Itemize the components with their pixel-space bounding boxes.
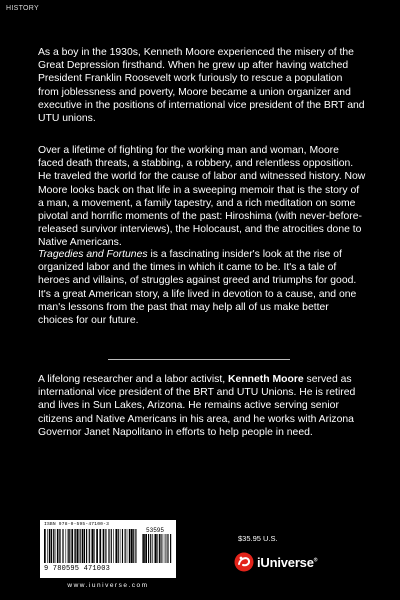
publisher-website: www.iuniverse.com	[67, 582, 149, 589]
barcode-bar	[160, 534, 161, 563]
barcode-bar	[91, 529, 92, 563]
barcode-bar	[157, 534, 158, 563]
paragraph-text: As a boy in the 1930s, Kenneth Moore experienced the misery of the Great Depression firsthand. When he grew up after having watched President Franklin Roosevelt work furiously to rescue a population from joblessness and poverty, Moore became a union organizer and executive in the positions of international vice president of the BRT and UTU unions.	[38, 47, 365, 125]
barcode-bar	[71, 529, 73, 563]
barcode-bar	[96, 529, 98, 563]
barcode-addon-text: 53595	[146, 527, 165, 534]
barcode-bar	[86, 529, 87, 563]
barcode-bar	[57, 529, 58, 563]
barcode-bar	[167, 534, 168, 563]
barcode-addon-bars	[142, 534, 172, 563]
barcode-bar	[150, 534, 151, 563]
barcode	[40, 520, 176, 578]
description-paragraph-3	[38, 248, 366, 327]
barcode-bar	[92, 529, 94, 563]
barcode-bar	[75, 529, 76, 563]
divider	[108, 359, 290, 360]
barcode-bar	[165, 534, 166, 563]
barcode-bar	[133, 529, 134, 563]
author-bio	[38, 373, 366, 439]
barcode-bar	[122, 529, 123, 563]
book-title: Tragedies and Fortunes	[38, 249, 148, 260]
barcode-bar	[113, 529, 114, 563]
price: $35.95 U.S.	[238, 534, 278, 543]
barcode-bar	[111, 529, 112, 563]
barcode-bar	[159, 534, 160, 563]
barcode-bar	[89, 529, 90, 563]
publisher-logo	[234, 550, 317, 574]
barcode-bar	[131, 529, 133, 563]
barcode-bar	[60, 529, 61, 563]
isbn-text: ISBN 978-0-595-47100-3	[44, 522, 110, 527]
barcode-bar	[129, 529, 131, 563]
barcode-bar	[66, 529, 67, 563]
barcode-bar	[74, 529, 75, 563]
barcode-bar	[145, 534, 147, 563]
barcode-bar	[125, 529, 126, 563]
bio-text: served as international vice president of the BRT and UTU Unions. He is retired and lives in Sun Lakes, Arizona. He remains active serving senior citizens and Native Americans in his area, and he works with Arizona Governor Janet Napolitano in efforts to help people in need.	[38, 374, 356, 438]
publisher-name: iUniverse	[257, 554, 314, 570]
category-label: HISTORY	[6, 5, 39, 12]
barcode-bar	[77, 529, 79, 563]
barcode-bar	[127, 529, 128, 563]
barcode-bar	[82, 529, 84, 563]
barcode-bar	[143, 534, 145, 563]
barcode-bar	[109, 529, 110, 563]
iuniverse-swirl-icon	[234, 552, 254, 572]
barcode-bar	[51, 529, 52, 563]
barcode-bar	[53, 529, 54, 563]
barcode-bar	[80, 529, 81, 563]
barcode-bar	[44, 529, 46, 563]
barcode-bars	[44, 529, 138, 563]
barcode-bar	[103, 529, 105, 563]
barcode-bar	[55, 529, 56, 563]
barcode-bar	[62, 529, 63, 563]
barcode-bar	[99, 529, 101, 563]
barcode-bar	[155, 534, 157, 563]
barcode-bar	[84, 529, 85, 563]
barcode-bar	[163, 534, 164, 563]
barcode-digits: 9 780595 471003	[44, 565, 111, 573]
description-paragraph-2	[38, 144, 366, 250]
barcode-bar	[69, 529, 70, 563]
barcode-bar	[135, 529, 136, 563]
barcode-bar	[154, 534, 155, 563]
barcode-bar	[63, 529, 64, 563]
barcode-bar	[115, 529, 117, 563]
barcode-bar	[152, 534, 153, 563]
barcode-bar	[118, 529, 119, 563]
barcode-bar	[105, 529, 106, 563]
barcode-bar	[166, 534, 167, 563]
barcode-bar	[68, 529, 69, 563]
barcode-bar	[94, 529, 95, 563]
trademark-symbol: ®	[313, 557, 318, 564]
barcode-bar	[49, 529, 51, 563]
paragraph-text: Over a lifetime of fighting for the working man and woman, Moore faced death threats, a stabbing, a robbery, and relentless opposition. He traveled the world for the cause of labor and witnessed history. Now Moore looks back on that life in a sweeping memoir that is the story of a man, a movement, a family tapestry, and a rich meditation on some pivotal and horrific moments of the past: Hiroshima (with never-before-released survivor interviews), the Holocaust, and the atrocities done to Native Americans.	[38, 145, 366, 249]
description-paragraph-1	[38, 46, 366, 125]
barcode-bar	[142, 534, 143, 563]
barcode-bar	[120, 529, 121, 563]
barcode-bar	[170, 534, 171, 563]
bio-intro: A lifelong researcher and a labor activist,	[38, 374, 229, 385]
barcode-bar	[47, 529, 48, 563]
author-name: Kenneth Moore	[228, 374, 304, 385]
barcode-bar	[108, 529, 109, 563]
paragraph-text: is a fascinating insider's look at the rise of organized labor and the times in which it came to be. It's a tale of heroes and villains, of struggles against greed and triumphs for good. It's a great American story, a life lived in devotion to a cause, and one man's lessons from the past that may help all of us make better choices for our future.	[38, 249, 357, 327]
barcode-bar	[59, 529, 60, 563]
barcode-bar	[148, 534, 149, 563]
